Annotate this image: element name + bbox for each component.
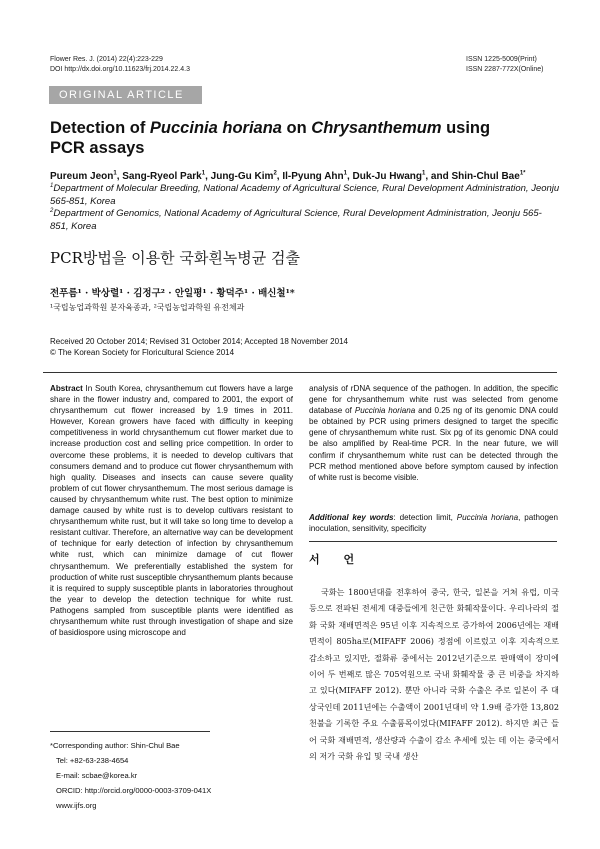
author: Jung-Gu Kim: [210, 171, 274, 182]
issn-online: ISSN 2287-772X(Online): [466, 66, 544, 73]
telephone: Tel: +82-63-238-4654: [56, 756, 129, 765]
footnote-rule: [50, 731, 210, 732]
abstract-left-column: Abstract In South Korea, chrysanthemum cut flowers have a large share in the flower industry and, compared to 2001, the export of chrysanthemum cut flower increased by 1.9 times in 2011. However, Korean growers have faced with difficulty in keeping competitiveness in world chrysanthemum cut flower market due to increase production cost and selling price competition. In order to overcome these problems, it is needed to develop cultivars that consumers demand and to produce cut flower chrysanthemum with high quality. Diseases and insects can cause severe quality problem of cut flower chrysanthemum. The most serious damage is caused by chrysanthemum white rust. The best option to minimize damage caused by white rust is to develop cultivars resistant to chrysanthemum white rust, but it will take so long time to develop a resistant cultivar. Therefore, an alternative way can be development of technique for early detection of infection by chrysanthemum white rust, which can minimize damage of cut flower chrysanthemum. We preferentially established the system for production of white rust susceptible chrysanthemum plants because it is required to supply susceptible plants in laboratories throughout the year to develop the detection technique for white rust. Pathogens sampled from susceptible plants were identified as chrysanthemum white rust through investigation of shape and size of basidiospore using microscope and: [50, 384, 293, 638]
email-link[interactable]: E-mail: scbae@korea.kr: [56, 771, 138, 780]
affiliation-1: $^1$Department of Molecular Breeding, National Academy of Agricultural Science, Rural Development Administration, Jeonju 565-851, Korea: [50, 182, 560, 207]
author: Duk-Ju Hwang: [352, 171, 422, 182]
copyright-notice: © The Korean Society for Floricultural Science 2014: [50, 348, 235, 357]
abstract-label: Abstract: [50, 384, 83, 393]
journal-citation: Flower Res. J. (2014) 22(4):223-229: [50, 56, 163, 63]
article-type-badge: ORIGINAL ARTICLE: [49, 86, 202, 104]
corresponding-author: *Corresponding author: Shin-Chul Bae: [50, 741, 180, 750]
abstract-right-column: analysis of rDNA sequence of the pathogen. In addition, the specific gene for chrysanthemum white rust was selected from genome database of Puccinia horiana and 0.25 ng of its genomic DNA could be obtained by PCR using primers designed to target the specific gene of chrysanthemum white rust. Six pg of its genomic DNA could be also amplified by Real-time PCR. In the near future, we will confirm if chrysanthemum white rust can be detected through the PCR method mentioned above before symptom caused by infection of white rust is become visible.: [309, 384, 558, 482]
korean-authors: 전푸름¹ · 박상렬¹ · 김정구² · 안일평¹ · 황덕주¹ · 배신철¹*: [50, 288, 295, 299]
orcid-link[interactable]: ORCID: http://orcid.org/0000-0003-3709-041X: [56, 786, 212, 795]
divider: [309, 541, 557, 542]
intro-body: 국화는 1800년대를 전후하여 중국, 한국, 일본을 거쳐 유럽, 미국 등으로 전파된 전세계 대중들에게 친근한 화훼작물이다. 우리나라의 절화 국화 재배면적은 95년 이후 지속적으로 증가하여 2006년에는 재배면적이 805ha로(MIFAFF 2006) 정점에 이르렀고 이후 지속적으로 감소하고 있지만, 절화류 중에서는 2012년기준으로 판매액이 장미에 이어 두 번째로 많은 705억원으로 국내 화훼작물 중 큰 비중을 차지하고 있다(MIFAFF 2012). 뿐만 아니라 국화 수출은 주로 일본이 주 대상국인데 2011년에는 수출액이 2001년대비 약 1.9배 증가한 13,802천불을 기록한 주요 수출품목이었다(MIFAFF 2012). 하지만 최근 들어 국화 재배면적, 생산량과 수출이 감소 추세에 있는 데 이는 중국에서의 저가 국화 유입 및 국내 생산: [309, 587, 559, 762]
divider: [43, 372, 557, 373]
doi-link[interactable]: DOI http://dx.doi.org/10.11623/frj.2014.22.4.3: [50, 66, 190, 73]
author-block: [50, 170, 560, 233]
affiliation-2: $^2$Department of Genomics, National Academy of Agricultural Science, Rural Development Administration, Jeonju 565-851, Korea: [50, 207, 542, 232]
author: Sang-Ryeol Park: [122, 171, 202, 182]
author-list: Pureum Jeon$^1$, Sang-Ryeol Park$^1$, Jung-Gu Kim$^2$, Il-Pyung Ahn$^1$, Duk-Ju Hwang$^1$, and Shin-Chul Bae$^{1*}$: [50, 170, 526, 182]
issn-print: ISSN 1225-5009(Print): [466, 56, 537, 63]
keywords: Additional key words: detection limit, Puccinia horiana, pathogen inoculation, sensitivity, specificity: [309, 513, 558, 534]
article-dates: [50, 336, 348, 358]
intro-heading: 서 언: [309, 553, 365, 566]
correspondence-block: [50, 738, 211, 813]
author: Pureum Jeon: [50, 171, 114, 182]
korean-affiliations: ¹국립농업과학원 분자육종과, ²국립농업과학원 유전체과: [50, 303, 245, 312]
author: Shin-Chul Bae: [451, 171, 520, 182]
korean-title: PCR방법을 이용한 국화흰녹병균 검출: [50, 249, 301, 267]
article-title: Detection of Puccinia horiana on Chrysanthemum using PCR assays: [50, 119, 491, 157]
author: Il-Pyung Ahn: [282, 171, 344, 182]
received-revised-accepted: Received 20 October 2014; Revised 31 October 2014; Accepted 18 November 2014: [50, 337, 348, 346]
website-link[interactable]: www.ijfs.org: [56, 801, 97, 810]
